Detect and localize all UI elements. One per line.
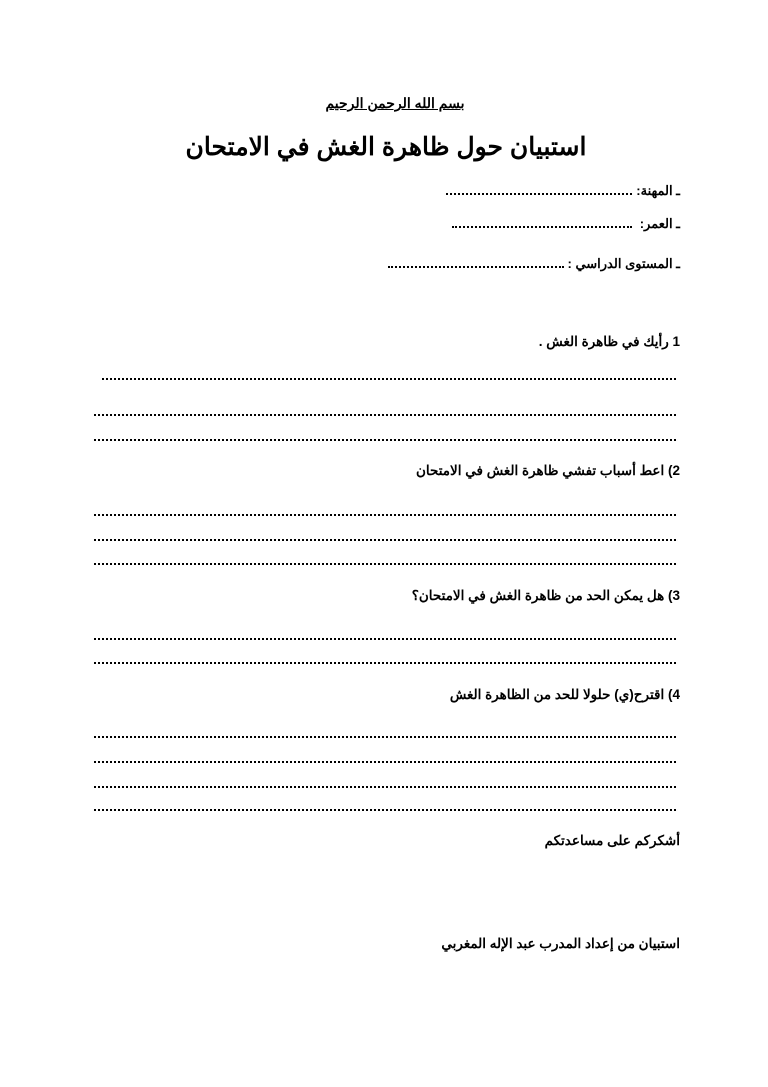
- answer-line[interactable]: [94, 514, 676, 516]
- field-label: ـ العمر:: [639, 216, 680, 231]
- basmala: بسم الله الرحمن الرحيم: [325, 95, 465, 111]
- age-field[interactable]: [452, 216, 680, 232]
- page-title: استبيان حول ظاهرة الغش في الامتحان: [185, 133, 587, 161]
- answer-line[interactable]: [94, 761, 676, 763]
- question-1: 1 رأيك في ظاهرة الغش .: [538, 334, 680, 349]
- question-2: 2) اعط أسباب تفشي ظاهرة الغش في الامتحان: [415, 463, 680, 478]
- answer-blank[interactable]: [388, 266, 564, 268]
- profession-field[interactable]: [446, 183, 680, 199]
- thanks-note: أشكركم على مساعدتكم: [544, 833, 680, 848]
- answer-line[interactable]: [94, 809, 676, 811]
- author-credit: استبيان من إعداد المدرب عبد الإله المغربي: [441, 936, 680, 951]
- answer-line[interactable]: [94, 786, 676, 788]
- answer-blank[interactable]: [446, 193, 632, 195]
- question-4: 4) اقترح(ي) حلولا للحد من الظاهرة الغش: [449, 687, 680, 702]
- answer-line[interactable]: [94, 439, 676, 441]
- field-label: ـ المهنة:: [636, 183, 680, 198]
- answer-blank[interactable]: [452, 226, 632, 228]
- field-label: ـ المستوى الدراسي :: [567, 256, 680, 271]
- answer-line[interactable]: [94, 638, 676, 640]
- answer-line[interactable]: [94, 736, 676, 738]
- education-level-field[interactable]: [388, 256, 681, 272]
- question-3: 3) هل يمكن الحد من ظاهرة الغش في الامتحان؟: [411, 588, 680, 603]
- answer-line[interactable]: [94, 414, 676, 416]
- answer-line[interactable]: [94, 662, 676, 664]
- answer-line[interactable]: [94, 563, 676, 565]
- answer-line[interactable]: [94, 539, 676, 541]
- answer-line[interactable]: [102, 378, 676, 380]
